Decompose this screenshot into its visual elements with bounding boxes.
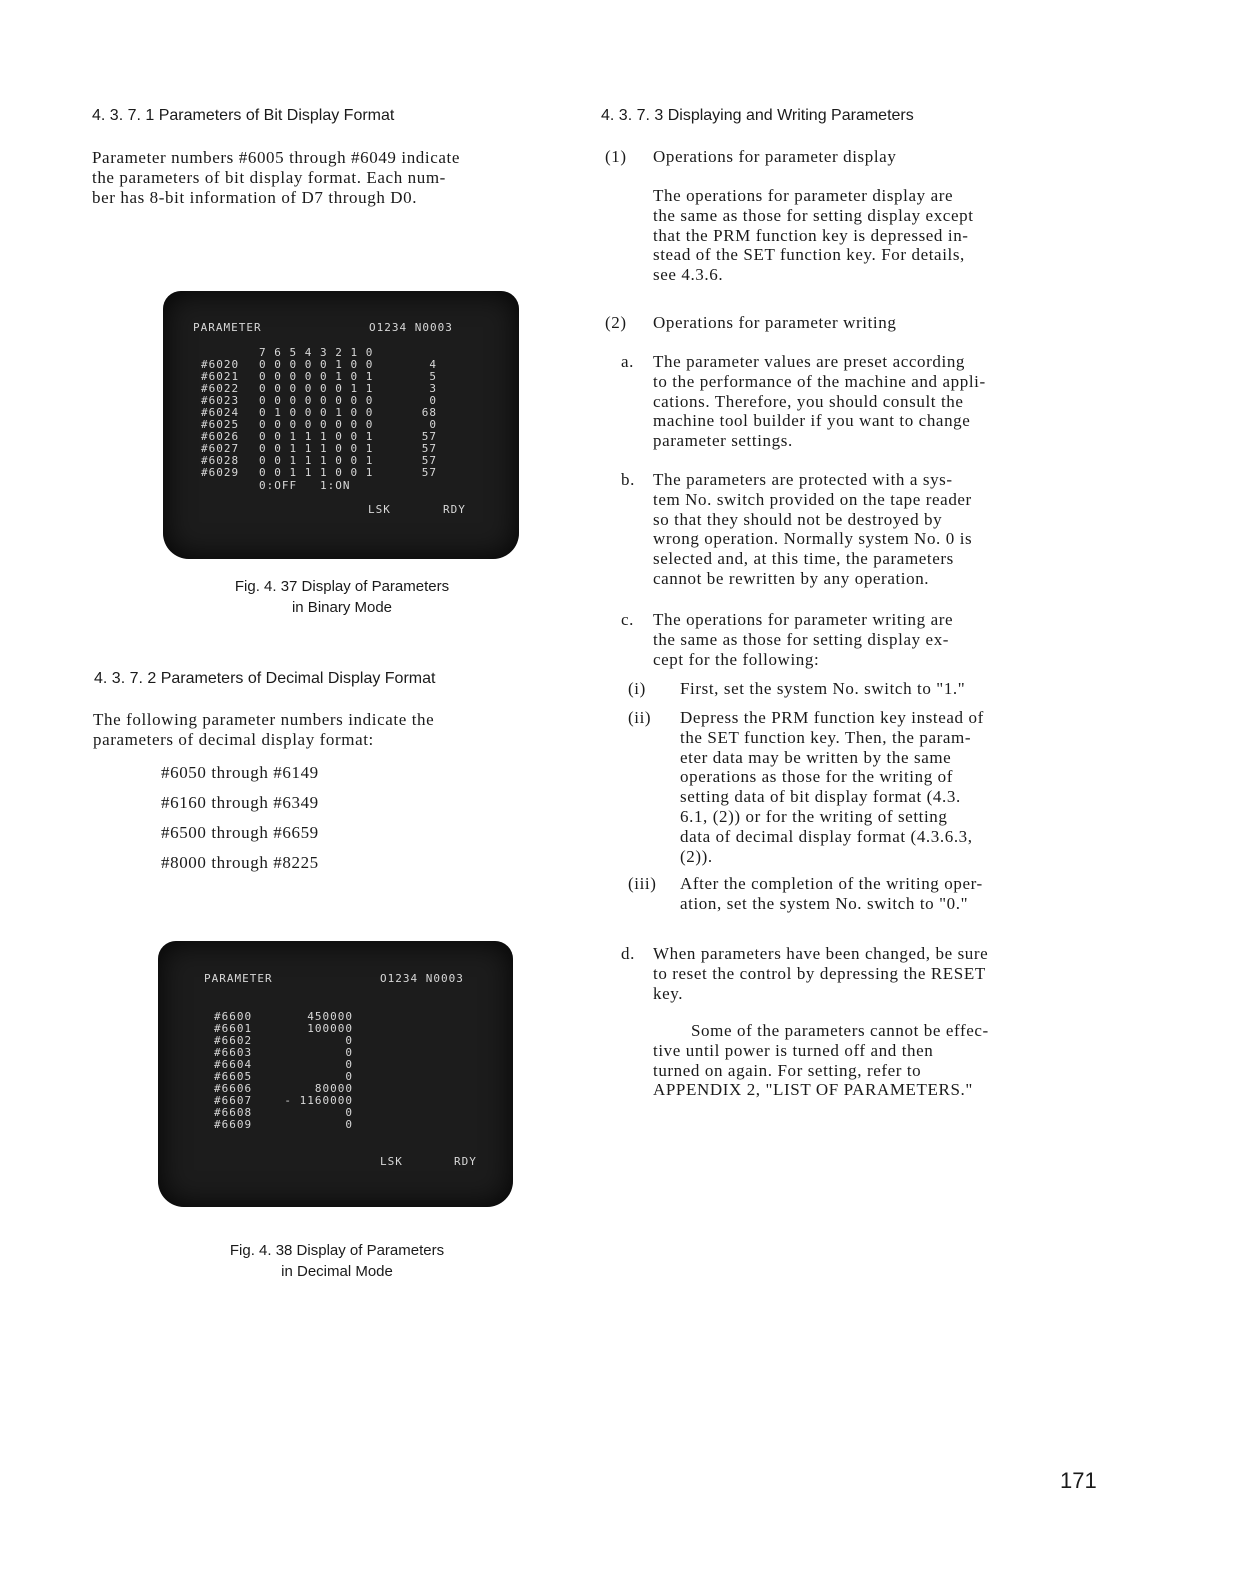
screen-title: PARAMETER: [193, 321, 262, 334]
text-line: turned on again. For setting, refer to: [653, 1060, 922, 1080]
caption-line: in Decimal Mode: [281, 1263, 393, 1280]
program-number: O1234 N0003: [369, 321, 453, 334]
text-line: that the PRM function key is depressed in-: [653, 225, 969, 245]
note-paragraph: [653, 1021, 1113, 1100]
param-value: 450000: [307, 1010, 353, 1023]
param-value: 0: [429, 418, 437, 431]
text-line: Some of the parameters cannot be effec-: [691, 1021, 989, 1040]
param-value: 0: [345, 1046, 353, 1059]
param-bits: 0 0 1 1 1 0 0 1: [259, 466, 374, 479]
param-value: 0: [429, 394, 437, 407]
param-number: #6021: [201, 370, 240, 383]
text-line: data of decimal display format (4.3.6.3,: [680, 826, 973, 846]
param-bits: 0 0 1 1 1 0 0 1: [259, 442, 374, 455]
sub-sub-label: (iii): [628, 874, 657, 893]
sub-item-d: [653, 944, 1113, 1003]
text-line: wrong operation. Normally system No. 0 is: [653, 529, 973, 549]
bit-legend: 0:OFF 1:ON: [259, 479, 351, 492]
text-line: parameters of decimal display format:: [93, 729, 374, 749]
text-line: The parameters are protected with a sys-: [653, 470, 953, 489]
param-number: #6608: [214, 1106, 253, 1119]
text-line: stead of the SET function key. For details,: [653, 245, 965, 265]
param-number: #6601: [214, 1022, 253, 1035]
param-value: 3: [429, 382, 437, 395]
param-bits: 0 0 0 0 0 1 0 0: [259, 358, 374, 371]
param-bits: 0 0 0 0 0 1 0 1: [259, 370, 374, 383]
text-line: cations. Therefore, you should consult the: [653, 391, 964, 411]
param-number: #6609: [214, 1118, 253, 1131]
text-line: the same as those for setting display except: [653, 205, 974, 225]
item-1-title: Operations for parameter display: [653, 147, 897, 166]
bit-header: 7 6 5 4 3 2 1 0: [259, 346, 374, 359]
text-line: the parameters of bit display format. Each num-: [92, 167, 446, 187]
param-number: #6023: [201, 394, 240, 407]
param-number: #6602: [214, 1034, 253, 1047]
binary-parameter-screen: [163, 291, 519, 559]
text-line: operations as those for the writing of: [680, 767, 954, 787]
caption-line: in Binary Mode: [291, 599, 393, 616]
sub-sub-label: (i): [628, 679, 646, 698]
text-line: The following parameter numbers indicate the: [93, 710, 435, 729]
text-line: APPENDIX 2, "LIST OF PARAMETERS.": [653, 1080, 973, 1100]
text-line: Depress the PRM function key instead of: [680, 708, 984, 727]
text-line: Parameter numbers #6005 through #6049 indicate: [92, 148, 460, 167]
caption-line: Fig. 4. 38 Display of Parameters: [229, 1242, 445, 1259]
text-line: The operations for parameter writing are: [653, 610, 954, 629]
text-line: (2)).: [680, 846, 713, 866]
text-line: ber has 8-bit information of D7 through D0.: [92, 187, 418, 207]
text-line: The operations for parameter display are: [653, 186, 954, 205]
param-bits: 0 0 0 0 0 0 0 0: [259, 394, 374, 407]
param-number: #6029: [201, 466, 240, 479]
text-line: to reset the control by depressing the RESET: [653, 963, 986, 983]
text-line: cept for the following:: [653, 649, 820, 669]
bit-format-paragraph: [92, 148, 562, 207]
text-line: selected and, at this time, the parameters: [653, 549, 954, 569]
param-number: #6022: [201, 382, 240, 395]
text-line: First, set the system No. switch to "1.": [680, 679, 966, 698]
param-value: - 1160000: [284, 1094, 353, 1107]
param-number: #6606: [214, 1082, 253, 1095]
rdy-indicator: RDY: [454, 1155, 477, 1168]
program-number: O1234 N0003: [380, 972, 464, 985]
param-value: 57: [421, 454, 437, 467]
sub-item-label: d.: [621, 944, 635, 963]
sub-sub-label: (ii): [628, 708, 652, 727]
param-value: 0: [345, 1070, 353, 1083]
param-number: #6603: [214, 1046, 253, 1059]
lsk-indicator: LSK: [380, 1155, 403, 1168]
param-value: 0: [345, 1034, 353, 1047]
param-number: #6028: [201, 454, 240, 467]
item-number: (1): [605, 147, 627, 166]
range-item: #6050 through #6149: [161, 763, 319, 782]
param-number: #6600: [214, 1010, 253, 1023]
caption-line: Fig. 4. 37 Display of Parameters: [234, 578, 450, 595]
text-line: tem No. switch provided on the tape reader: [653, 489, 972, 509]
param-value: 0: [345, 1106, 353, 1119]
range-item: #6500 through #6659: [161, 823, 319, 842]
range-item: #8000 through #8225: [161, 853, 319, 872]
text-line: When parameters have been changed, be sure: [653, 944, 989, 963]
param-value: 100000: [307, 1022, 353, 1035]
param-value: 0: [345, 1118, 353, 1131]
param-number: #6025: [201, 418, 240, 431]
text-line: so that they should not be destroyed by: [653, 509, 943, 529]
text-line: After the completion of the writing oper-: [680, 874, 983, 893]
param-number: #6026: [201, 430, 240, 443]
param-value: 80000: [314, 1082, 353, 1095]
figure-caption-4-38: [187, 1240, 487, 1282]
step-iii: [680, 874, 1110, 914]
text-line: tive until power is turned off and then: [653, 1040, 934, 1060]
section-heading-4-3-7-1: 4. 3. 7. 1 Parameters of Bit Display Format: [92, 107, 395, 124]
item-number: (2): [605, 313, 627, 332]
text-line: to the performance of the machine and appli-: [653, 371, 986, 391]
sub-item-c: [653, 610, 1103, 669]
sub-item-b: [653, 470, 1103, 589]
sub-item-label: a.: [621, 352, 634, 371]
param-value: 4: [429, 358, 437, 371]
param-bits: 0 0 0 0 0 0 0 0: [259, 418, 374, 431]
param-value: 57: [421, 466, 437, 479]
sub-item-a: [653, 352, 1103, 451]
text-line: The parameter values are preset according: [653, 352, 966, 371]
sub-item-label: b.: [621, 470, 635, 489]
param-value: 0: [345, 1058, 353, 1071]
param-bits: 0 0 1 1 1 0 0 1: [259, 430, 374, 443]
text-line: the same as those for setting display ex-: [653, 629, 950, 649]
text-line: key.: [653, 983, 684, 1003]
decimal-parameter-screen: [158, 941, 513, 1207]
sub-item-label: c.: [621, 610, 634, 629]
rdy-indicator: RDY: [443, 503, 466, 516]
param-number: #6024: [201, 406, 240, 419]
param-value: 57: [421, 430, 437, 443]
param-bits: 0 0 0 0 0 0 1 1: [259, 382, 374, 395]
section-heading-4-3-7-3: 4. 3. 7. 3 Displaying and Writing Parameters: [601, 107, 914, 124]
text-line: the SET function key. Then, the param-: [680, 727, 972, 747]
parameter-ranges-list: [161, 758, 319, 878]
step-i: [680, 679, 1110, 699]
decimal-format-paragraph: [93, 710, 563, 750]
item-2-title: Operations for parameter writing: [653, 313, 897, 332]
param-number: #6607: [214, 1094, 253, 1107]
param-bits: 0 0 1 1 1 0 0 1: [259, 454, 374, 467]
text-line: parameter settings.: [653, 431, 793, 451]
param-value: 57: [421, 442, 437, 455]
param-value: 5: [429, 370, 437, 383]
param-number: #6027: [201, 442, 240, 455]
param-number: #6020: [201, 358, 240, 371]
param-number: #6605: [214, 1070, 253, 1083]
item-1-body: [653, 186, 1103, 285]
step-ii: [680, 708, 1110, 866]
text-line: ation, set the system No. switch to "0.": [680, 893, 969, 913]
text-line: machine tool builder if you want to change: [653, 411, 971, 431]
text-line: setting data of bit display format (4.3.: [680, 787, 961, 807]
text-line: cannot be rewritten by any operation.: [653, 568, 930, 588]
text-line: 6.1, (2)) or for the writing of setting: [680, 806, 948, 826]
text-line: eter data may be written by the same: [680, 747, 952, 767]
text-line: see 4.3.6.: [653, 265, 724, 285]
section-heading-4-3-7-2: 4. 3. 7. 2 Parameters of Decimal Display Format: [94, 670, 436, 687]
param-value: 68: [421, 406, 437, 419]
range-item: #6160 through #6349: [161, 793, 319, 812]
param-bits: 0 1 0 0 0 1 0 0: [259, 406, 374, 419]
lsk-indicator: LSK: [368, 503, 391, 516]
screen-title: PARAMETER: [204, 972, 273, 985]
figure-caption-4-37: [192, 576, 492, 618]
param-number: #6604: [214, 1058, 253, 1071]
page-number: 171: [1060, 1468, 1097, 1493]
